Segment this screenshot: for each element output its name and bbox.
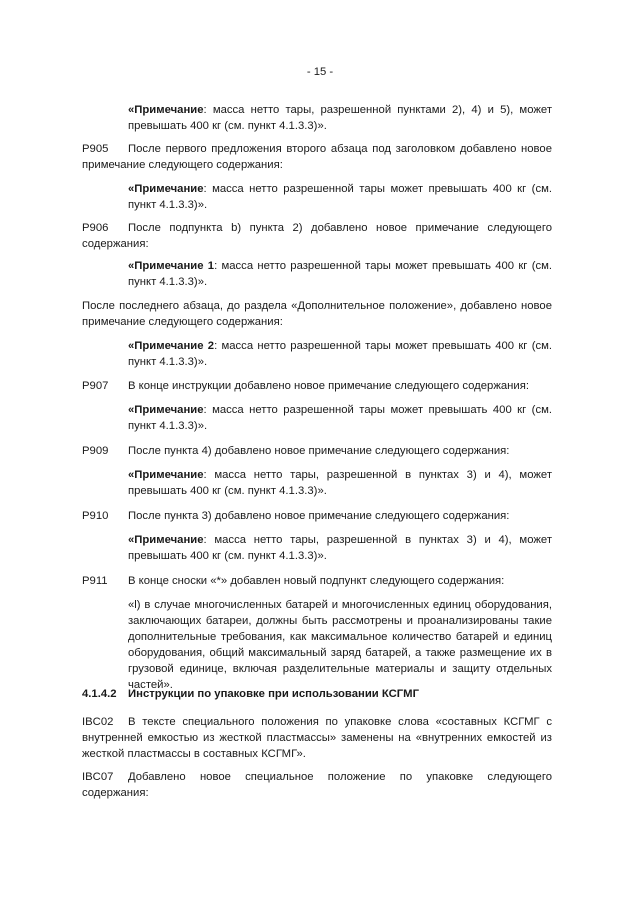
- paragraph-text: После первого предложения второго абзаца под заголовком добавлено новое примечание следующего содержания:: [82, 143, 552, 171]
- note-quote: [128, 338, 552, 370]
- section-number: 4.1.4.2: [82, 688, 117, 700]
- paragraph-ibc02: [82, 714, 552, 762]
- paragraph-p910: [82, 508, 552, 524]
- note-label: «Примечание: [128, 469, 204, 481]
- note-text: : масса нетто разрешенной тары может превышать 400 кг (см. пункт 4.1.3.3)».: [128, 183, 552, 211]
- note-label: «Примечание: [128, 404, 204, 416]
- subpoint-quote: «l) в случае многочисленных батарей и многочисленных единиц оборудования, заключающих батареи, должны быть рассмотрены и проанализированы такие дополнительные требования, как максимальное количество батарей и единиц оборудования, общий максимальный заряд батарей, а также размещение их в грузовой единице, включая разделительные материалы и защиту отдельных частей».: [128, 599, 552, 691]
- note-quote: [128, 102, 552, 134]
- note-label: «Примечание 2: [128, 340, 215, 352]
- paragraph-p905: [82, 141, 552, 173]
- paragraph-p911: [82, 573, 552, 589]
- section-heading: [82, 686, 552, 702]
- code-label: P907: [82, 380, 109, 392]
- note-quote: [128, 402, 552, 434]
- note-label: «Примечание: [128, 104, 204, 116]
- note-quote: [128, 181, 552, 213]
- paragraph-text: После пункта 3) добавлено новое примечание следующего содержания:: [128, 510, 510, 522]
- code-label: IBC02: [82, 716, 114, 728]
- section-title: Инструкции по упаковке при использовании КСГМГ: [128, 688, 419, 700]
- paragraph-text: После пункта 4) добавлено новое примечание следующего содержания:: [128, 445, 510, 457]
- paragraph-p909: [82, 443, 552, 459]
- paragraph-p907: [82, 378, 552, 394]
- note-text: : масса нетто разрешенной тары может превышать 400 кг (см. пункт 4.1.3.3)».: [128, 404, 552, 432]
- paragraph-ibc07: [82, 769, 552, 801]
- note-text: : масса нетто тары, разрешенной пунктами 2), 4) и 5), может превышать 400 кг (см. пункт 4.1.3.3)».: [128, 104, 552, 132]
- note-text: : масса нетто разрешенной тары может превышать 400 кг (см. пункт 4.1.3.3)».: [128, 340, 553, 368]
- code-label: P906: [82, 222, 109, 234]
- note-label: «Примечание: [128, 183, 204, 195]
- paragraph-text: В конце сноски «*» добавлен новый подпункт следующего содержания:: [128, 575, 505, 587]
- paragraph-p906: [82, 220, 552, 252]
- note-label: «Примечание: [128, 534, 204, 546]
- note-quote: [128, 532, 552, 564]
- note-text: : масса нетто тары, разрешенной в пунктах 3) и 4), может превышать 400 кг (см. пункт 4.1.3.3)».: [128, 469, 552, 497]
- code-label: P911: [82, 575, 108, 587]
- note-label: «Примечание 1: [128, 260, 215, 272]
- paragraph-last-abzac: После последнего абзаца, до раздела «Дополнительное положение», добавлено новое примечание следующего содержания:: [82, 300, 552, 328]
- note-quote: [128, 467, 552, 499]
- code-label: P910: [82, 510, 109, 522]
- paragraph-text: В тексте специального положения по упаковке слова «составных КСГМГ с внутренней емкостью из жесткой пластмассы» заменены на «внутренних емкостей из жесткой пластмассы в составных КСГМГ».: [82, 716, 552, 760]
- code-label: P909: [82, 445, 109, 457]
- note-text: : масса нетто тары, разрешенной в пунктах 3) и 4), может превышать 400 кг (см. пункт 4.1.3.3)».: [128, 534, 552, 562]
- code-label: P905: [82, 143, 109, 155]
- paragraph-text: В конце инструкции добавлено новое примечание следующего содержания:: [128, 380, 529, 392]
- page-number: - 15 -: [306, 66, 334, 78]
- note-quote: [128, 258, 552, 290]
- code-label: IBC07: [82, 771, 114, 783]
- paragraph-text: Добавлено новое специальное положение по упаковке следующего содержания:: [82, 771, 552, 799]
- note-text: : масса нетто разрешенной тары может превышать 400 кг (см. пункт 4.1.3.3)».: [128, 260, 553, 288]
- paragraph-text: После подпункта b) пункта 2) добавлено новое примечание следующего содержания:: [82, 222, 552, 250]
